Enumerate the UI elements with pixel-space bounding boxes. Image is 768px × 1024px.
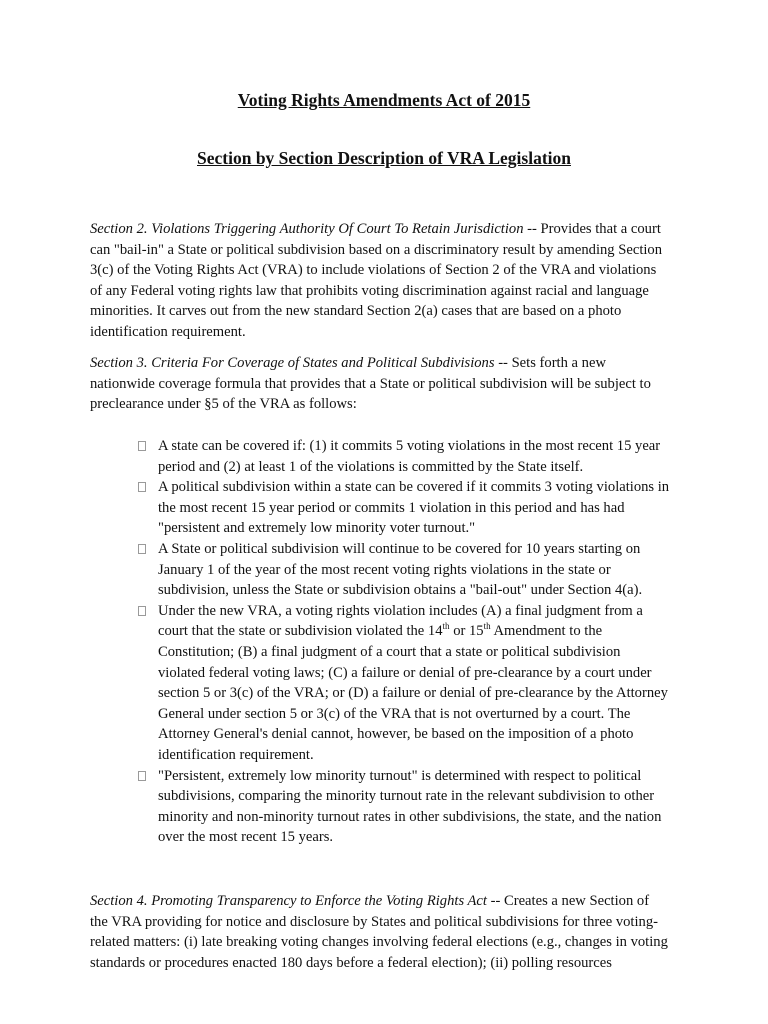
- section-3: [90, 353, 670, 415]
- bullet-icon: [138, 606, 146, 616]
- document-title: Voting Rights Amendments Act of 2015: [237, 90, 531, 110]
- section-4: [90, 891, 670, 973]
- bullet-text-4a: Under the new VRA, a voting rights violation includes (A) a final judgment from a court that the state or subdivision violated the 14: [158, 602, 643, 640]
- bullet-text-5: "Persistent, extremely low minority turnout" is determined with respect to political subdivisions, comparing the minority turnout rate in the relevant subdivision to other minority and non-minority turnout rates in other subdivisions, the state, and the nation over the most recent 15 years.: [158, 767, 662, 846]
- document-subtitle: Section by Section Description of VRA Legislation: [197, 148, 571, 168]
- bullet-icon: [138, 441, 146, 451]
- section-2-paragraph: [90, 219, 670, 343]
- section-4-paragraph: [90, 891, 670, 973]
- bullet-item-4: [90, 601, 670, 766]
- bullet-text-2: A political subdivision within a state can be covered if it commits 3 voting violations in the most recent 15 year period or commits 1 violation in this period and has had "persistent and extremely low minority voter turnout.": [158, 479, 670, 537]
- bullet-text-3: A State or political subdivision will continue to be covered for 10 years starting on January 1 of the year of the most recent voting rights violations in the state or subdivision, unless the State or subdivision obtains a "bail-out" under Section 4(a).: [158, 540, 643, 599]
- bullet-item-5: [90, 766, 670, 848]
- section-3-paragraph: [90, 353, 670, 415]
- bullet-item-2: [90, 477, 670, 539]
- bullet-item-1: [90, 436, 670, 477]
- section-2: [90, 219, 670, 343]
- bullet-icon: [138, 482, 146, 492]
- section-3-bullets: [90, 436, 670, 848]
- bullet-icon: [138, 544, 146, 554]
- section-3-text: -- Sets forth a new nationwide coverage formula that provides that a State or political subdivision will be subject to preclearance under §5 of the VRA as follows:: [90, 355, 651, 413]
- bullet-text-4b: or 15: [449, 623, 484, 640]
- section-4-text: -- Creates a new Section of the VRA providing for notice and disclosure by States and political subdivisions for three voting-related matters: (i) late breaking voting changes involving federal elections (e.g., changes in voting standards or procedures enacted 180 days before a federal election); (ii) polling resources: [90, 893, 668, 971]
- section-3-heading: Section 3. Criteria For Coverage of States and Political Subdivisions: [90, 355, 495, 371]
- section-2-heading: Section 2. Violations Triggering Authority Of Court To Retain Jurisdiction: [90, 221, 524, 237]
- ordinal-suffix: th: [483, 621, 491, 632]
- bullet-text-4c: Amendment to the Constitution; (B) a final judgment of a court that a state or political subdivision violated federal voting laws; (C) a failure or denial of pre-clearance by a court under section 5 or 3(c) of the VRA; or (D) a failure or denial of pre-clearance by the Attorney General under section 5 or 3(c) of the VRA that is not overturned by a court. The Attorney General's denial cannot, however, be based on the imposition of a photo identification requirement.: [158, 623, 668, 763]
- bullet-icon: [138, 771, 146, 781]
- section-2-text: -- Provides that a court can "bail-in" a State or political subdivision based on a discriminatory result by amending Section 3(c) of the Voting Rights Act (VRA) to include violations of Section 2 of the VRA and violations of any Federal voting rights law that prohibits voting discrimination against racial and language minorities. It carves out from the new standard Section 2(a) cases that are based on a photo identification requirement.: [90, 221, 663, 340]
- bullet-item-3: [90, 539, 670, 601]
- ordinal-suffix: th: [442, 621, 450, 632]
- bullet-list: [90, 436, 670, 848]
- bullet-text-1: A state can be covered if: (1) it commits 5 voting violations in the most recent 15 year period and (2) at least 1 of the violations is committed by the State itself.: [158, 438, 661, 475]
- section-4-heading: Section 4. Promoting Transparency to Enforce the Voting Rights Act: [90, 893, 487, 909]
